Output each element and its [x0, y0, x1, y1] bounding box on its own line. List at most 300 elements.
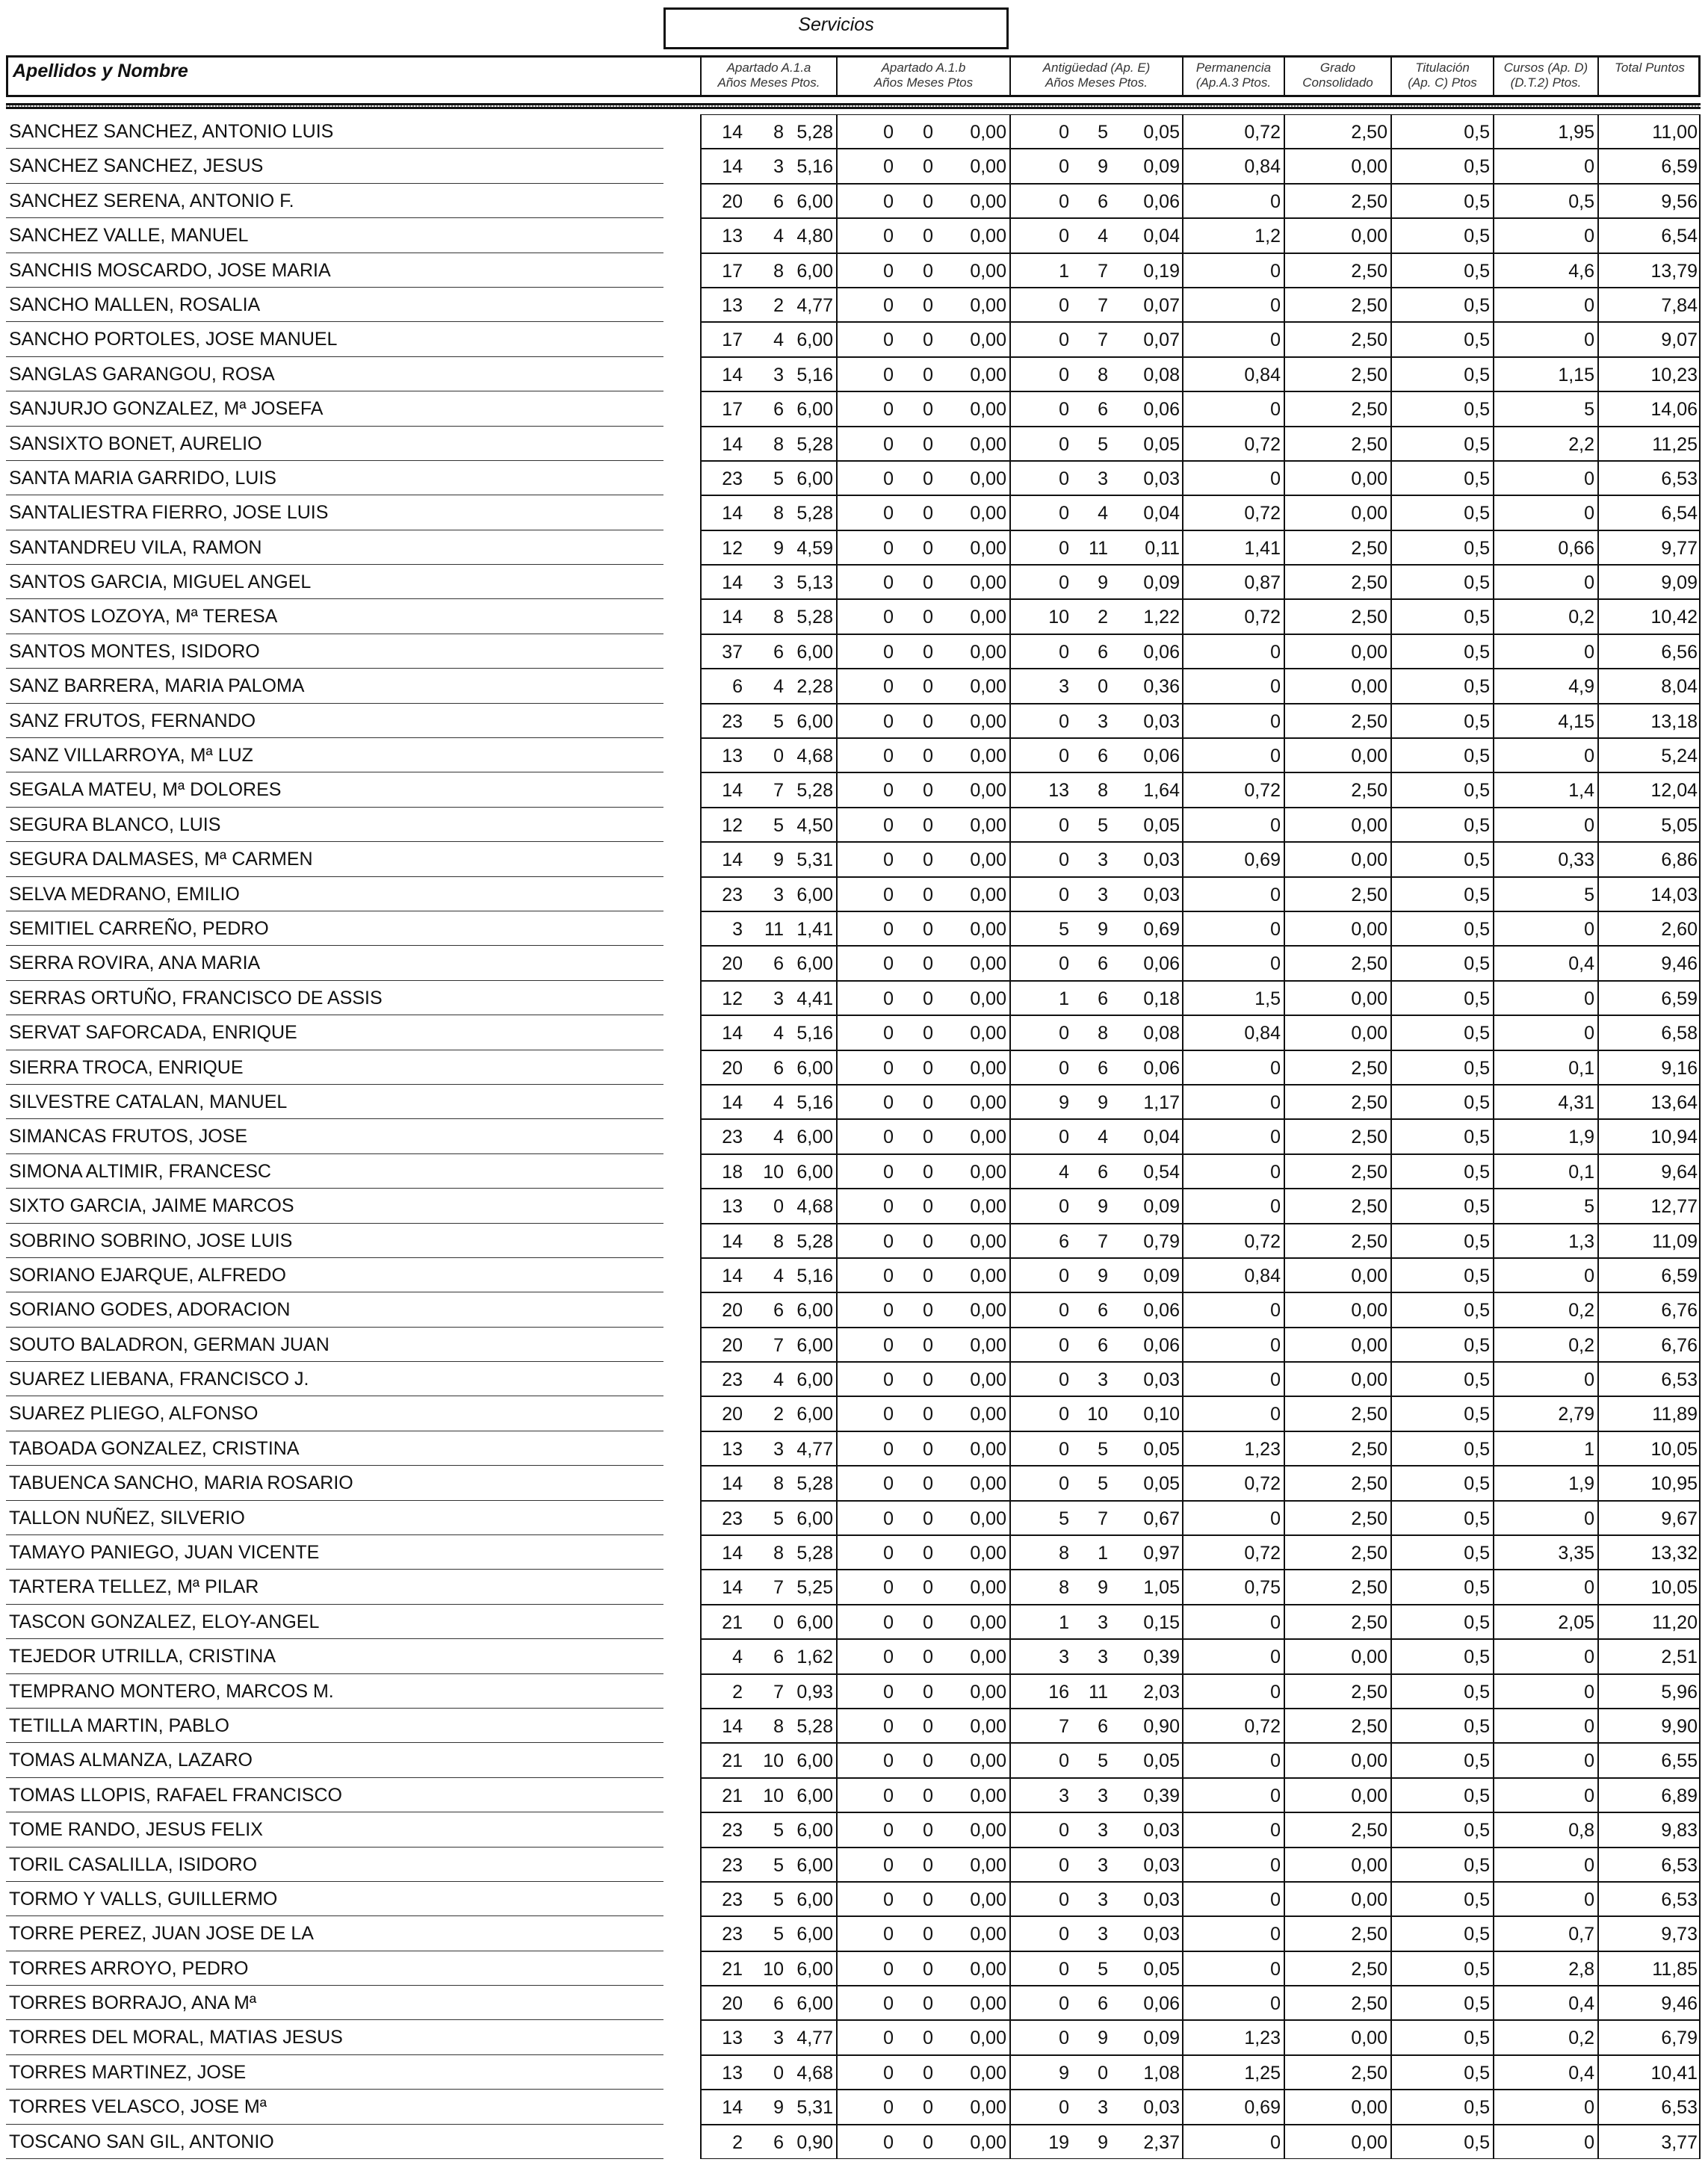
- row-cell-4: [1284, 149, 1390, 183]
- row-value: 6: [773, 953, 784, 975]
- row-cell-0: [700, 461, 836, 495]
- row-value: 0: [923, 953, 933, 975]
- row-value: 3: [773, 364, 784, 385]
- row-value: 1: [1059, 988, 1069, 1009]
- row-value: 0: [883, 1924, 894, 1945]
- row-value: 0,00: [1351, 1369, 1387, 1391]
- row-cell-6: [1493, 911, 1597, 946]
- row-name: SANCHIS MOSCARDO, JOSE MARIA: [6, 253, 663, 288]
- table-row: [6, 599, 1701, 634]
- row-cell-3: [1182, 2055, 1284, 2090]
- row-cell-4: [1284, 738, 1390, 772]
- row-cell-6: [1493, 184, 1597, 218]
- header-col-2: [1009, 58, 1182, 95]
- row-cell-1: [836, 2125, 1009, 2159]
- row-cell-6: [1493, 704, 1597, 738]
- row-value: 11,85: [1652, 1958, 1698, 1980]
- row-value: 9: [773, 849, 784, 871]
- row-value: 0,00: [970, 1993, 1006, 2015]
- row-cell-5: [1390, 1189, 1493, 1223]
- row-value: 2,50: [1351, 607, 1387, 628]
- row-value: 0,5: [1464, 1543, 1490, 1564]
- row-value: 0,84: [1244, 156, 1281, 178]
- row-cell-2: [1009, 599, 1182, 634]
- row-value: 0: [1270, 1681, 1281, 1703]
- row-value: 9,67: [1661, 1508, 1698, 1529]
- row-cell-7: [1597, 495, 1701, 530]
- row-cell-6: [1493, 1916, 1597, 1951]
- row-name: TORRES ARROYO, PEDRO: [6, 1951, 663, 1986]
- row-cell-4: [1284, 322, 1390, 356]
- row-value: 0: [923, 1958, 933, 1980]
- row-value: 0: [883, 1785, 894, 1806]
- table-row: [6, 149, 1701, 183]
- row-value: 3: [1098, 884, 1108, 905]
- row-cell-2: [1009, 1951, 1182, 1986]
- row-name: SANCHEZ SANCHEZ, ANTONIO LUIS: [6, 114, 663, 149]
- row-value: 0,5: [1464, 676, 1490, 698]
- row-value: 5: [1098, 433, 1108, 455]
- row-value: 11,89: [1652, 1404, 1698, 1425]
- row-cell-5: [1390, 1674, 1493, 1709]
- row-value: 0: [1584, 294, 1594, 316]
- row-value: 0,4: [1568, 2062, 1594, 2084]
- row-cell-2: [1009, 1224, 1182, 1258]
- row-value: 0: [923, 1681, 933, 1703]
- row-cell-7: [1597, 1224, 1701, 1258]
- row-cell-5: [1390, 1119, 1493, 1153]
- table-row: [6, 1431, 1701, 1466]
- row-value: 0: [773, 746, 784, 767]
- row-value: 0,5: [1464, 746, 1490, 767]
- row-value: 5: [773, 468, 784, 489]
- row-cell-1: [836, 1674, 1009, 1709]
- row-cell-1: [836, 877, 1009, 911]
- row-value: 0: [883, 814, 894, 836]
- row-cell-2: [1009, 877, 1182, 911]
- row-value: 0,00: [970, 329, 1006, 351]
- row-value: 0,1: [1568, 1161, 1594, 1183]
- row-value: 0,03: [1143, 1820, 1180, 1842]
- row-name: SANZ VILLARROYA, Mª LUZ: [6, 738, 663, 772]
- row-value: 0,00: [1351, 1023, 1387, 1044]
- row-value: 14: [722, 849, 743, 871]
- row-value: 0: [923, 1334, 933, 1356]
- row-value: 0,00: [970, 1889, 1006, 1910]
- row-cell-0: [700, 1431, 836, 1466]
- row-cell-2: [1009, 634, 1182, 669]
- row-value: 13: [1048, 780, 1069, 802]
- row-name: TABUENCA SANCHO, MARIA ROSARIO: [6, 1466, 663, 1500]
- row-cell-3: [1182, 669, 1284, 703]
- row-cell-7: [1597, 253, 1701, 288]
- row-value: 0,08: [1143, 1023, 1180, 1044]
- row-cell-7: [1597, 946, 1701, 980]
- row-cell-3: [1182, 114, 1284, 149]
- row-value: 0: [923, 191, 933, 212]
- row-value: 6,00: [796, 468, 833, 489]
- column-header-row: [6, 55, 1701, 97]
- row-cell-4: [1284, 1154, 1390, 1189]
- row-value: 9,90: [1661, 1715, 1698, 1737]
- row-value: 8: [773, 122, 784, 143]
- row-cell-7: [1597, 357, 1701, 391]
- row-name: SIMANCAS FRUTOS, JOSE: [6, 1119, 663, 1153]
- row-value: 0: [773, 1611, 784, 1633]
- row-value: 6,00: [796, 1057, 833, 1079]
- row-cell-1: [836, 391, 1009, 426]
- row-value: 1,9: [1568, 1127, 1594, 1148]
- row-cell-6: [1493, 565, 1597, 599]
- row-value: 5: [1584, 1196, 1594, 1218]
- row-value: 6,00: [796, 1958, 833, 1980]
- row-value: 0: [883, 1543, 894, 1564]
- row-value: 0,00: [1351, 2097, 1387, 2119]
- row-value: 0: [883, 1854, 894, 1876]
- table-row: [6, 495, 1701, 530]
- row-cell-0: [700, 1674, 836, 1709]
- row-cell-1: [836, 1224, 1009, 1258]
- row-value: 0,00: [970, 1785, 1006, 1806]
- row-cell-4: [1284, 981, 1390, 1015]
- row-value: 0: [1584, 1577, 1594, 1599]
- row-value: 10,23: [1650, 364, 1698, 385]
- row-cell-7: [1597, 1258, 1701, 1292]
- row-value: 0,5: [1464, 2062, 1490, 2084]
- row-cell-3: [1182, 946, 1284, 980]
- row-value: 0: [1584, 988, 1594, 1009]
- row-value: 23: [722, 1889, 743, 1910]
- row-value: 13,18: [1650, 710, 1698, 732]
- row-value: 0,05: [1143, 1750, 1180, 1772]
- row-cell-5: [1390, 808, 1493, 842]
- row-value: 1,41: [796, 918, 833, 940]
- row-value: 0: [1584, 2097, 1594, 2119]
- row-cell-2: [1009, 1674, 1182, 1709]
- row-value: 0: [923, 1091, 933, 1113]
- row-value: 5,16: [796, 1091, 833, 1113]
- row-value: 2,50: [1351, 710, 1387, 732]
- row-value: 0: [883, 329, 894, 351]
- row-value: 14: [722, 364, 743, 385]
- row-cell-5: [1390, 495, 1493, 530]
- row-value: 5,28: [796, 503, 833, 524]
- row-cell-5: [1390, 1224, 1493, 1258]
- table-row: [6, 1085, 1701, 1119]
- row-value: 2,50: [1351, 1091, 1387, 1113]
- row-value: 0: [923, 399, 933, 421]
- row-cell-3: [1182, 1951, 1284, 1986]
- row-value: 0: [1059, 503, 1069, 524]
- row-value: 5: [773, 1820, 784, 1842]
- header-col-line1: Permanencia: [1195, 61, 1272, 75]
- row-cell-5: [1390, 772, 1493, 807]
- header-col-line1: Apartado A.1.a: [726, 61, 811, 75]
- table-row: [6, 288, 1701, 322]
- row-cell-0: [700, 1189, 836, 1223]
- row-name: SERVAT SAFORCADA, ENRIQUE: [6, 1015, 663, 1050]
- row-value: 0: [1584, 468, 1594, 489]
- row-value: 0: [923, 1438, 933, 1460]
- row-value: 0,5: [1464, 1438, 1490, 1460]
- row-cell-0: [700, 530, 836, 565]
- row-cell-2: [1009, 1431, 1182, 1466]
- row-value: 3: [773, 1438, 784, 1460]
- row-value: 0: [1270, 1993, 1281, 2015]
- header-col-line2: Años Meses Ptos: [873, 75, 974, 90]
- row-cell-5: [1390, 1501, 1493, 1535]
- row-value: 0: [923, 676, 933, 698]
- row-value: 0: [1270, 1750, 1281, 1772]
- row-value: 0,5: [1464, 1647, 1490, 1668]
- header-col-line2: (Ap.A.3 Ptos.: [1195, 75, 1272, 90]
- table-row: [6, 1292, 1701, 1327]
- row-value: 6,56: [1661, 641, 1698, 663]
- row-value: 11,20: [1652, 1611, 1698, 1633]
- row-cell-2: [1009, 704, 1182, 738]
- row-value: 0,72: [1244, 1543, 1281, 1564]
- table-row: [6, 634, 1701, 669]
- row-cell-5: [1390, 911, 1493, 946]
- row-value: 0: [923, 1369, 933, 1391]
- row-value: 0: [883, 746, 894, 767]
- row-value: 0,10: [1143, 1404, 1180, 1425]
- row-cell-7: [1597, 1848, 1701, 1882]
- row-value: 0,04: [1143, 1127, 1180, 1148]
- row-value: 20: [722, 1057, 743, 1079]
- row-cell-3: [1182, 1292, 1284, 1327]
- table-row: [6, 1224, 1701, 1258]
- row-value: 5: [1098, 1958, 1108, 1980]
- table-row: [6, 1570, 1701, 1604]
- row-value: 0: [883, 641, 894, 663]
- row-cell-6: [1493, 288, 1597, 322]
- row-value: 14: [722, 1023, 743, 1044]
- row-value: 0: [1584, 226, 1594, 247]
- row-value: 13: [722, 1438, 743, 1460]
- row-cell-3: [1182, 1050, 1284, 1085]
- row-value: 0,5: [1464, 1230, 1490, 1252]
- row-value: 0,03: [1143, 1924, 1180, 1945]
- row-cell-7: [1597, 1292, 1701, 1327]
- row-value: 14,03: [1650, 884, 1698, 905]
- row-cell-3: [1182, 911, 1284, 946]
- row-cell-6: [1493, 1189, 1597, 1223]
- row-cell-0: [700, 1848, 836, 1882]
- row-value: 0,00: [970, 1715, 1006, 1737]
- table-row: [6, 2020, 1701, 2054]
- row-value: 0: [923, 1230, 933, 1252]
- row-cell-1: [836, 1882, 1009, 1916]
- row-value: 0,5: [1464, 710, 1490, 732]
- row-value: 0,00: [970, 364, 1006, 385]
- row-cell-1: [836, 114, 1009, 149]
- row-value: 0: [1059, 1820, 1069, 1842]
- row-value: 0,00: [970, 294, 1006, 316]
- row-cell-3: [1182, 357, 1284, 391]
- row-value: 5: [773, 1508, 784, 1529]
- row-value: 21: [722, 1958, 743, 1980]
- row-cell-2: [1009, 669, 1182, 703]
- row-cell-1: [836, 1743, 1009, 1777]
- row-value: 0,90: [1143, 1715, 1180, 1737]
- row-value: 0,03: [1143, 2097, 1180, 2119]
- row-cell-0: [700, 357, 836, 391]
- row-value: 0: [923, 572, 933, 594]
- row-cell-6: [1493, 530, 1597, 565]
- row-value: 0: [1059, 1993, 1069, 2015]
- row-value: 4,6: [1568, 260, 1594, 282]
- row-cell-0: [700, 808, 836, 842]
- row-cell-5: [1390, 669, 1493, 703]
- row-cell-1: [836, 2055, 1009, 2090]
- row-value: 0: [1059, 191, 1069, 212]
- row-value: 0,06: [1143, 399, 1180, 421]
- row-value: 5,28: [796, 1473, 833, 1495]
- row-value: 3: [1098, 1854, 1108, 1876]
- row-value: 11: [764, 918, 784, 940]
- row-cell-1: [836, 1709, 1009, 1743]
- row-value: 0,00: [970, 849, 1006, 871]
- row-cell-7: [1597, 1986, 1701, 2020]
- row-value: 0,03: [1143, 849, 1180, 871]
- row-cell-3: [1182, 1189, 1284, 1223]
- row-cell-1: [836, 1605, 1009, 1639]
- row-cell-5: [1390, 1778, 1493, 1812]
- row-cell-6: [1493, 1396, 1597, 1431]
- row-cell-7: [1597, 1743, 1701, 1777]
- row-value: 0: [1270, 918, 1281, 940]
- row-value: 10,95: [1650, 1473, 1698, 1495]
- row-value: 20: [722, 1404, 743, 1425]
- row-cell-5: [1390, 114, 1493, 149]
- row-value: 0,5: [1464, 884, 1490, 905]
- row-value: 0,06: [1143, 191, 1180, 212]
- row-value: 0,07: [1143, 329, 1180, 351]
- row-value: 0: [923, 780, 933, 802]
- row-cell-4: [1284, 946, 1390, 980]
- row-cell-3: [1182, 1258, 1284, 1292]
- row-value: 0: [1584, 1265, 1594, 1286]
- row-cell-3: [1182, 2125, 1284, 2159]
- row-value: 0,00: [970, 1543, 1006, 1564]
- row-value: 2,50: [1351, 329, 1387, 351]
- row-cell-4: [1284, 1882, 1390, 1916]
- row-value: 6,00: [796, 1404, 833, 1425]
- row-value: 8: [1059, 1577, 1069, 1599]
- row-value: 0: [923, 503, 933, 524]
- row-value: 0,5: [1464, 1785, 1490, 1806]
- row-value: 0: [1059, 1438, 1069, 1460]
- row-cell-2: [1009, 114, 1182, 149]
- row-value: 9: [1059, 2062, 1069, 2084]
- row-cell-2: [1009, 1292, 1182, 1327]
- row-cell-2: [1009, 842, 1182, 876]
- row-cell-0: [700, 1328, 836, 1362]
- row-value: 5: [773, 710, 784, 732]
- row-value: 11,25: [1652, 433, 1698, 455]
- row-cell-1: [836, 1396, 1009, 1431]
- row-cell-0: [700, 1085, 836, 1119]
- row-value: 0,00: [970, 1127, 1006, 1148]
- row-value: 2,50: [1351, 1161, 1387, 1183]
- row-cell-2: [1009, 565, 1182, 599]
- row-value: 0,00: [970, 746, 1006, 767]
- row-cell-1: [836, 1986, 1009, 2020]
- row-value: 0: [923, 988, 933, 1009]
- row-cell-6: [1493, 772, 1597, 807]
- table-row: [6, 911, 1701, 946]
- row-cell-6: [1493, 2125, 1597, 2159]
- row-value: 0,00: [1351, 156, 1387, 178]
- row-cell-7: [1597, 669, 1701, 703]
- row-cell-3: [1182, 565, 1284, 599]
- row-value: 23: [722, 468, 743, 489]
- header-col-1: [836, 58, 1009, 95]
- row-value: 3: [732, 918, 743, 940]
- row-value: 0: [1059, 953, 1069, 975]
- row-cell-6: [1493, 1882, 1597, 1916]
- row-cell-6: [1493, 427, 1597, 461]
- row-cell-6: [1493, 1362, 1597, 1396]
- row-value: 14,06: [1650, 399, 1698, 421]
- row-cell-6: [1493, 1605, 1597, 1639]
- row-cell-3: [1182, 1605, 1284, 1639]
- row-value: 1,25: [1244, 2062, 1281, 2084]
- row-value: 14: [722, 572, 743, 594]
- row-value: 0,00: [970, 1438, 1006, 1460]
- row-cell-4: [1284, 1015, 1390, 1050]
- row-value: 9,83: [1661, 1820, 1698, 1842]
- row-value: 1,64: [1143, 780, 1180, 802]
- row-cell-7: [1597, 1882, 1701, 1916]
- row-cell-2: [1009, 322, 1182, 356]
- row-value: 0,09: [1143, 1196, 1180, 1218]
- row-value: 7: [773, 1334, 784, 1356]
- row-cell-2: [1009, 253, 1182, 288]
- row-cell-5: [1390, 357, 1493, 391]
- row-value: 0,00: [970, 710, 1006, 732]
- row-value: 0: [1270, 1091, 1281, 1113]
- table-row: [6, 1050, 1701, 1085]
- row-cell-5: [1390, 322, 1493, 356]
- row-cell-3: [1182, 1154, 1284, 1189]
- row-value: 0: [923, 814, 933, 836]
- row-cell-6: [1493, 1292, 1597, 1327]
- row-value: 0,05: [1143, 433, 1180, 455]
- row-value: 0: [1059, 1750, 1069, 1772]
- row-name: SANGLAS GARANGOU, ROSA: [6, 357, 663, 391]
- row-cell-2: [1009, 1050, 1182, 1085]
- row-value: 0: [923, 1993, 933, 2015]
- row-value: 7: [1098, 329, 1108, 351]
- row-cell-0: [700, 391, 836, 426]
- row-value: 23: [722, 884, 743, 905]
- row-value: 0: [923, 1127, 933, 1148]
- row-value: 3: [773, 884, 784, 905]
- row-cell-2: [1009, 1258, 1182, 1292]
- row-value: 2,8: [1568, 1958, 1594, 1980]
- row-value: 0: [883, 2131, 894, 2153]
- row-cell-5: [1390, 1431, 1493, 1466]
- row-cell-5: [1390, 634, 1493, 669]
- row-cell-3: [1182, 1328, 1284, 1362]
- table-row: [6, 738, 1701, 772]
- row-value: 0,00: [970, 1023, 1006, 1044]
- row-value: 0,00: [970, 1404, 1006, 1425]
- row-value: 7: [773, 1681, 784, 1703]
- row-value: 0: [883, 260, 894, 282]
